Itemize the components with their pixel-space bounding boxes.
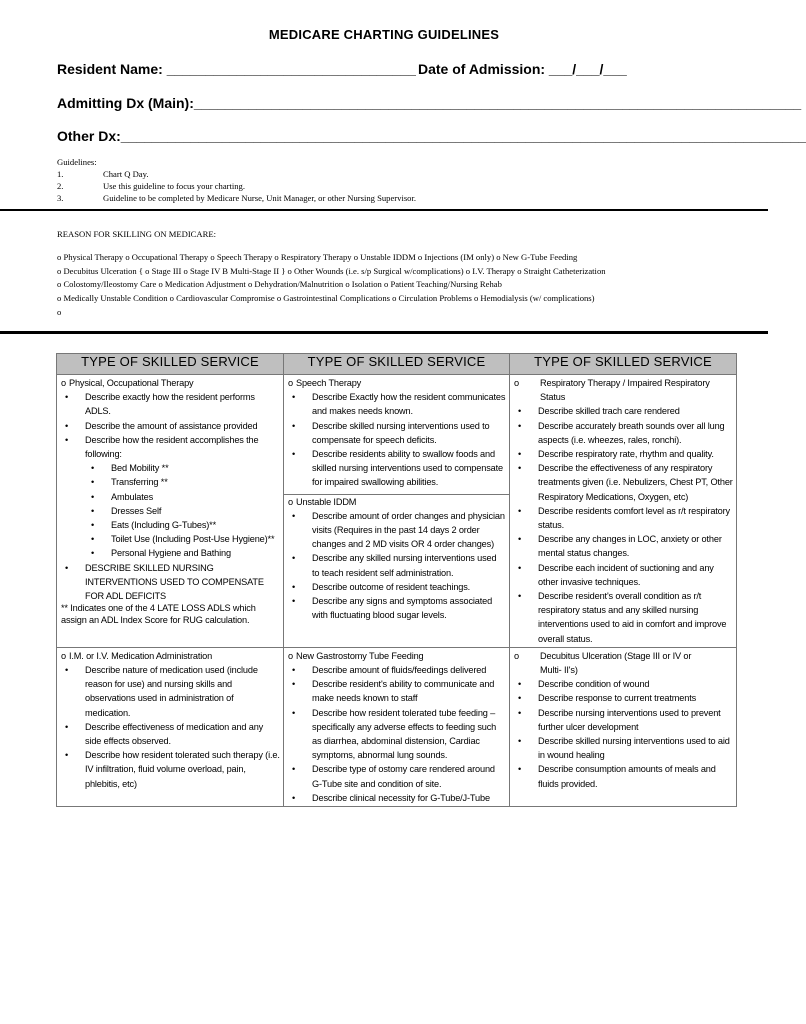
list-item: • Describe type of ostomy care rendered around G-Tube site and condition of site. (312, 762, 506, 790)
list-item: • Describe residents comfort level as r/t respiratory status. (538, 504, 733, 532)
list-item: • Describe any signs and symptoms associated with fluctuating blood sugar levels. (312, 594, 506, 622)
guidelines-section (57, 156, 416, 204)
list-item: • Describe any skilled nursing interventions used to teach resident self administration. (312, 551, 506, 579)
respiratory-therapy-heading[interactable]: o Respiratory Therapy / Impaired Respiratory Status (514, 378, 710, 403)
list-item: • Describe how resident tolerated tube feeding – specifically any adverse effects to feeding such as diarrhea, abdominal distension, Cardiac symptoms, abnormal lung sounds. (312, 706, 506, 763)
sub-list-item: • Dresses Self (111, 504, 280, 518)
reason-options-line[interactable]: o Physical Therapy o Occupational Therapy o Speech Therapy o Respiratory Therapy o Unstable IDDM o Injections (IM only) o New G-Tube Feeding (57, 251, 578, 262)
list-item: • Describe how resident tolerated such therapy (i.e. IV infiltration, fluid volume overload, pain, phlebitis, etc) (85, 748, 280, 791)
speech-therapy-cell (284, 375, 509, 623)
section-divider (0, 331, 768, 334)
guideline-item: 1. Chart Q Day. (57, 169, 149, 179)
iv-medication-heading[interactable]: o I.M. or I.V. Medication Administration (61, 650, 213, 661)
list-item: • Describe each incident of suctioning and any other invasive techniques. (538, 561, 733, 589)
list-item: • Describe skilled nursing interventions used to compensate for speech deficits. (312, 419, 506, 447)
other-dx-field[interactable]: Other Dx:________________________________________________________________________________________ (57, 128, 806, 144)
list-item: • Describe effectiveness of medication and any side effects observed. (85, 720, 280, 748)
list-item: • Describe how the resident accomplishes the following: (85, 433, 280, 461)
list-item: • Describe clinical necessity for G-Tube/J-Tube (312, 791, 506, 805)
list-item: • Describe the effectiveness of any respiratory treatments given (i.e. Nebulizers, Chest PT, Other Respiratory Medications, Oxygen, etc) (538, 461, 733, 504)
section-divider (0, 209, 768, 211)
decubitus-cell (510, 648, 736, 792)
list-item: • Describe nature of medication used (include reason for use) and nursing skills and observations used in administration of medication. (85, 663, 280, 720)
column-header: TYPE OF SKILLED SERVICE (284, 354, 510, 375)
sub-list-item: • Bed Mobility ** (111, 461, 280, 475)
guideline-item: 2. Use this guideline to focus your charting. (57, 181, 246, 191)
skilled-service-table (56, 353, 737, 807)
guidelines-label: Guidelines: (57, 157, 97, 167)
list-item: • Describe condition of wound (538, 677, 733, 691)
list-item: • Describe respiratory rate, rhythm and quality. (538, 447, 733, 461)
guideline-item: 3. Guideline to be completed by Medicare Nurse, Unit Manager, or other Nursing Supervisor. (57, 193, 417, 203)
reason-heading: REASON FOR SKILLING ON MEDICARE: (57, 229, 216, 239)
sub-list-item: • Personal Hygiene and Bathing (111, 546, 280, 560)
resident-name-field[interactable]: Resident Name: ________________________________ (57, 61, 416, 77)
late-loss-note: ** Indicates one of the 4 LATE LOSS ADLS which assign an ADL Index Score for RUG calculation. (61, 603, 256, 625)
reason-options-line[interactable]: o Decubitus Ulceration { o Stage III o Stage IV B Multi-Stage II } o Other Wounds (i.e. s/p Surgical w/complications) o I.V. Therapy o Straight Catheterization (57, 265, 606, 276)
sub-list-item: • Eats (Including G-Tubes)** (111, 518, 280, 532)
list-item: • Describe residents ability to swallow foods and skilled nursing interventions used to compensate for impaired swallowing abilities. (312, 447, 506, 490)
list-item: • Describe consumption amounts of meals and fluids provided. (538, 762, 733, 790)
gtube-feeding-cell (284, 648, 509, 806)
list-item: • Describe resident's overall condition as r/t respiratory status and any skilled nursing interventions used to aid in comfort and improve overall status. (538, 589, 733, 646)
list-item: • Describe exactly how the resident performs ADLS. (85, 390, 280, 418)
reason-options-line[interactable]: o Colostomy/Ileostomy Care o Medication Adjustment o Dehydration/Malnutrition o Isolation o Patient Teaching/Nursing Rehab (57, 279, 502, 290)
list-item: • Describe outcome of resident teachings. (312, 580, 506, 594)
iv-medication-cell (57, 648, 283, 792)
list-item: • DESCRIBE SKILLED NURSING INTERVENTIONS USED TO COMPENSATE FOR ADL DEFICITS (85, 561, 280, 604)
list-item: • Describe resident's ability to communicate and make needs known to staff (312, 677, 506, 705)
page-title: MEDICARE CHARTING GUIDELINES (268, 27, 500, 42)
reason-options-line[interactable]: o (57, 306, 62, 317)
reason-for-skilling-section (57, 228, 727, 320)
pt-ot-cell (57, 375, 283, 627)
unstable-iddm-cell (284, 494, 509, 623)
pt-ot-heading[interactable]: o Physical, Occupational Therapy (61, 378, 194, 388)
sub-list-item: • Ambulates (111, 490, 280, 504)
sub-list-item: • Toilet Use (Including Post-Use Hygiene)** (111, 532, 280, 546)
reason-options-line[interactable]: o Medically Unstable Condition o Cardiovascular Compromise o Gastrointestinal Complications o Circulation Problems o Hemodialysis (w/ complications) (57, 293, 595, 304)
list-item: • Describe response to current treatments (538, 691, 733, 705)
gtube-feeding-heading[interactable]: o New Gastrostomy Tube Feeding (288, 650, 424, 661)
column-header: TYPE OF SKILLED SERVICE (57, 354, 284, 375)
date-of-admission-field[interactable]: Date of Admission: ___/___/___ (418, 61, 627, 77)
decubitus-heading[interactable]: o Decubitus Ulceration (Stage III or IV or Multi- II's) (514, 650, 692, 676)
list-item: • Describe nursing interventions used to prevent further ulcer development (538, 706, 733, 734)
column-header: TYPE OF SKILLED SERVICE (510, 354, 737, 375)
admitting-dx-field[interactable]: Admitting Dx (Main):______________________________________________________________________________ (57, 95, 802, 111)
list-item: • Describe accurately breath sounds over all lung aspects (i.e. wheezes, rales, ronchi). (538, 419, 733, 447)
list-item: • Describe skilled nursing interventions used to aid in wound healing (538, 734, 733, 762)
respiratory-therapy-cell (510, 375, 736, 647)
list-item: • Describe Exactly how the resident communicates and makes needs known. (312, 390, 506, 418)
list-item: • Describe the amount of assistance provided (85, 419, 280, 433)
sub-list-item: • Transferring ** (111, 475, 280, 489)
speech-therapy-heading[interactable]: o Speech Therapy (288, 378, 362, 388)
list-item: • Describe amount of order changes and physician visits (Requires in the past 14 days 2 order changes and 2 MD visits OR 4 order changes) (312, 509, 506, 552)
list-item: • Describe amount of fluids/feedings delivered (312, 663, 506, 677)
list-item: • Describe any changes in LOC, anxiety or other mental status changes. (538, 532, 733, 560)
list-item: • Describe skilled trach care rendered (538, 404, 733, 418)
unstable-iddm-heading[interactable]: o Unstable IDDM (288, 496, 357, 507)
